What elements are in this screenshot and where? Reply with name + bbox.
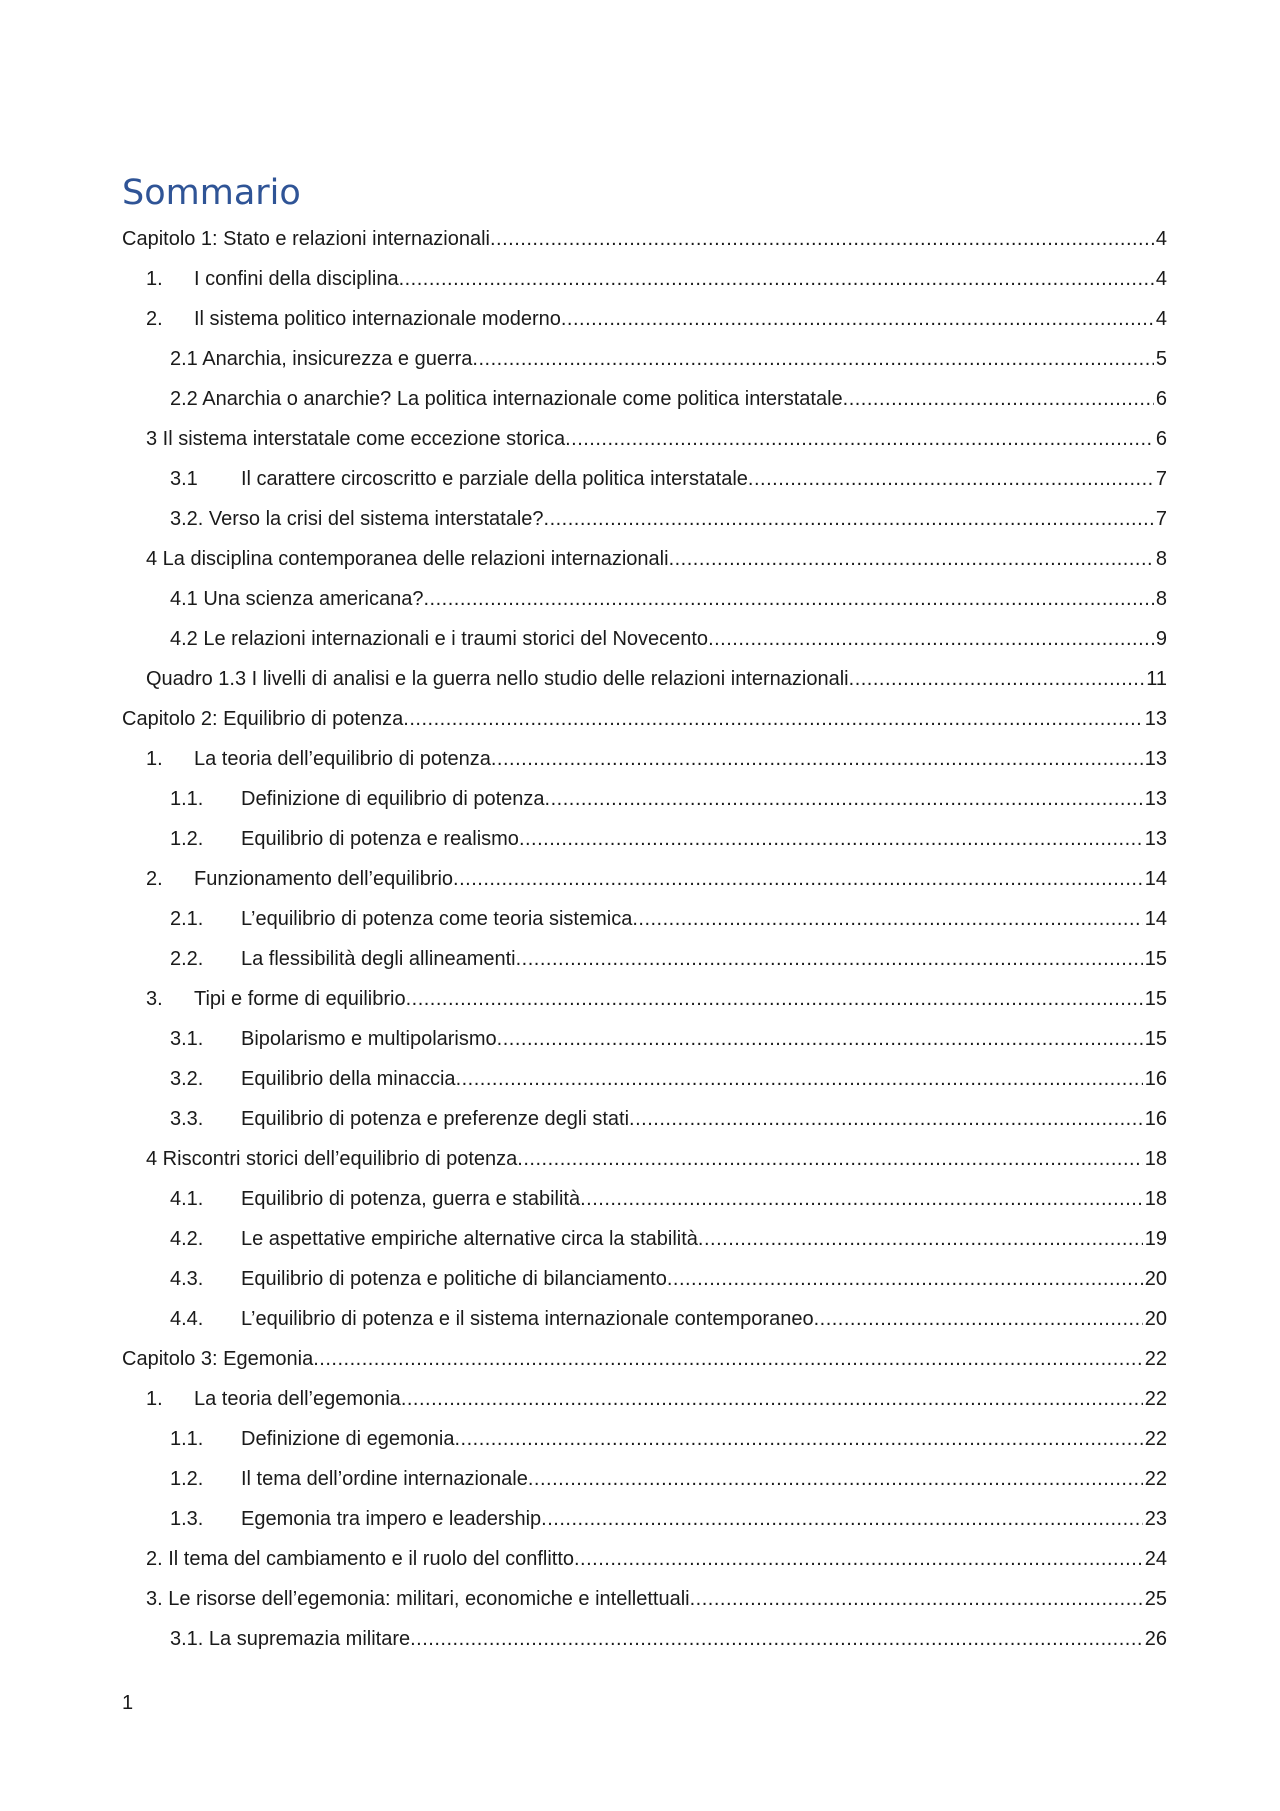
toc-entry-number: 3. bbox=[146, 988, 163, 1010]
toc-dot-leader bbox=[544, 499, 1154, 539]
toc-entry-title: Quadro 1.3 I livelli di analisi e la guerra nello studio delle relazioni internazionali bbox=[146, 668, 849, 690]
toc-entry-title: Definizione di equilibrio di potenza bbox=[241, 788, 545, 810]
toc-entry-page: 14 bbox=[1144, 908, 1167, 930]
toc-dot-leader bbox=[561, 299, 1154, 339]
toc-entry-page: 4 bbox=[1155, 308, 1167, 330]
toc-entry-page: 20 bbox=[1144, 1308, 1167, 1330]
toc-entry-page: 13 bbox=[1144, 708, 1167, 730]
toc-entry[interactable] bbox=[122, 259, 1167, 299]
toc-entry[interactable] bbox=[122, 699, 1167, 739]
toc-dot-leader bbox=[708, 619, 1154, 659]
toc-entry-title: Il tema dell’ordine internazionale bbox=[241, 1468, 528, 1490]
toc-entry-title: La teoria dell’egemonia bbox=[194, 1388, 401, 1410]
toc-dot-leader bbox=[814, 1299, 1143, 1339]
toc-entry-page: 13 bbox=[1144, 748, 1167, 770]
toc-entry-title: Funzionamento dell’equilibrio bbox=[194, 868, 454, 890]
toc-entry[interactable] bbox=[122, 1299, 1167, 1339]
toc-dot-leader bbox=[406, 979, 1143, 1019]
toc-entry-number: 1. bbox=[146, 268, 163, 290]
toc-dot-leader bbox=[669, 539, 1154, 579]
toc-entry[interactable] bbox=[122, 1419, 1167, 1459]
toc-entry-page: 22 bbox=[1144, 1388, 1167, 1410]
toc-entry-number: 1.1. bbox=[170, 1428, 204, 1450]
toc-entry-title: La flessibilità degli allineamenti bbox=[241, 948, 516, 970]
toc-entry-title: 2.2 Anarchia o anarchie? La politica internazionale come politica interstatale bbox=[170, 388, 843, 410]
toc-dot-leader bbox=[423, 579, 1153, 619]
toc-entry-number: 1. bbox=[146, 1388, 163, 1410]
toc-dot-leader bbox=[629, 1099, 1143, 1139]
toc-entry[interactable] bbox=[122, 379, 1167, 419]
toc-dot-leader bbox=[491, 739, 1143, 779]
toc-entry-title: Le aspettative empiriche alternative circa la stabilità bbox=[241, 1228, 698, 1250]
toc-entry-page: 4 bbox=[1155, 228, 1167, 250]
toc-entry-page: 8 bbox=[1155, 548, 1167, 570]
toc-entry-number: 1.1. bbox=[170, 788, 204, 810]
toc-entry-number: 4.4. bbox=[170, 1308, 204, 1330]
toc-entry[interactable] bbox=[122, 419, 1167, 459]
toc-entry-page: 4 bbox=[1155, 268, 1167, 290]
toc-entry-title: L’equilibrio di potenza come teoria sistemica bbox=[241, 908, 633, 930]
toc-title: Sommario bbox=[122, 173, 301, 213]
toc-dot-leader bbox=[519, 819, 1143, 859]
toc-entry-title: Capitolo 3: Egemonia bbox=[122, 1348, 314, 1370]
toc-entry[interactable] bbox=[122, 859, 1167, 899]
toc-entry[interactable] bbox=[122, 1379, 1167, 1419]
toc-entry-number: 2.2. bbox=[170, 948, 204, 970]
toc-entry-page: 22 bbox=[1144, 1468, 1167, 1490]
toc-entry-number: 1.2. bbox=[170, 1468, 204, 1490]
toc-entry-page: 11 bbox=[1146, 668, 1167, 690]
toc-entry-page: 14 bbox=[1144, 868, 1167, 890]
toc-entry-title: 4.1 Una scienza americana? bbox=[170, 588, 424, 610]
toc-entry-title: Egemonia tra impero e leadership bbox=[241, 1508, 542, 1530]
toc-dot-leader bbox=[456, 1059, 1143, 1099]
toc-entry-title: Equilibrio della minaccia bbox=[241, 1068, 456, 1090]
toc-entry-page: 7 bbox=[1155, 468, 1167, 490]
toc-dot-leader bbox=[516, 939, 1143, 979]
toc-entry[interactable] bbox=[122, 1179, 1167, 1219]
toc-entry-title: 4.2 Le relazioni internazionali e i traumi storici del Novecento bbox=[170, 628, 709, 650]
toc-entry-page: 20 bbox=[1144, 1268, 1167, 1290]
toc-entry-title: Definizione di egemonia bbox=[241, 1428, 455, 1450]
toc-dot-leader bbox=[667, 1259, 1143, 1299]
toc-dot-leader bbox=[472, 339, 1153, 379]
toc-entry[interactable] bbox=[122, 1339, 1167, 1379]
toc-entry-title: Capitolo 2: Equilibrio di potenza bbox=[122, 708, 404, 730]
toc-entry-page: 13 bbox=[1144, 828, 1167, 850]
toc-entry-page: 15 bbox=[1144, 1028, 1167, 1050]
toc-entry-page: 15 bbox=[1144, 948, 1167, 970]
toc-entry-title: Il sistema politico internazionale moderno bbox=[194, 308, 561, 330]
toc-entry[interactable] bbox=[122, 1019, 1167, 1059]
toc-dot-leader bbox=[580, 1179, 1143, 1219]
toc-dot-leader bbox=[517, 1139, 1142, 1179]
toc-entry-number: 2. bbox=[146, 868, 163, 890]
toc-dot-leader bbox=[490, 219, 1154, 259]
toc-entry-page: 15 bbox=[1144, 988, 1167, 1010]
toc-dot-leader bbox=[698, 1219, 1143, 1259]
toc-entry[interactable] bbox=[122, 1139, 1167, 1179]
toc-entry[interactable] bbox=[122, 899, 1167, 939]
toc-dot-leader bbox=[410, 1619, 1143, 1659]
toc-entry-page: 22 bbox=[1144, 1348, 1167, 1370]
toc-entry-page: 24 bbox=[1144, 1548, 1167, 1570]
toc-entry-number: 1.3. bbox=[170, 1508, 204, 1530]
toc-entry-page: 9 bbox=[1155, 628, 1167, 650]
toc-entry-title: 3.1. La supremazia militare bbox=[170, 1628, 411, 1650]
toc-entry[interactable] bbox=[122, 619, 1167, 659]
toc-entry-page: 16 bbox=[1144, 1108, 1167, 1130]
toc-entry-title: Equilibrio di potenza e realismo bbox=[241, 828, 519, 850]
toc-entry-page: 23 bbox=[1144, 1508, 1167, 1530]
toc-dot-leader bbox=[843, 379, 1154, 419]
toc-entry-page: 16 bbox=[1144, 1068, 1167, 1090]
toc-dot-leader bbox=[541, 1499, 1143, 1539]
toc-entry-title: 3. Le risorse dell’egemonia: militari, economiche e intellettuali bbox=[146, 1588, 690, 1610]
toc-entry[interactable] bbox=[122, 739, 1167, 779]
toc-dot-leader bbox=[528, 1459, 1143, 1499]
toc-entry-number: 4.3. bbox=[170, 1268, 204, 1290]
toc-entry-number: 3.2. bbox=[170, 1068, 204, 1090]
toc-entry-number: 1.2. bbox=[170, 828, 204, 850]
toc-entry[interactable] bbox=[122, 1059, 1167, 1099]
toc-entry-page: 6 bbox=[1155, 428, 1167, 450]
toc-entry-title: Bipolarismo e multipolarismo bbox=[241, 1028, 497, 1050]
toc-entry[interactable] bbox=[122, 1539, 1167, 1579]
toc-entry[interactable] bbox=[122, 539, 1167, 579]
page-number: 1 bbox=[122, 1692, 134, 1714]
toc-entry-number: 3.3. bbox=[170, 1108, 204, 1130]
toc-entry[interactable] bbox=[122, 819, 1167, 859]
toc-entry-page: 6 bbox=[1155, 388, 1167, 410]
toc-entry[interactable] bbox=[122, 1499, 1167, 1539]
toc-dot-leader bbox=[497, 1019, 1143, 1059]
toc-entry[interactable] bbox=[122, 939, 1167, 979]
toc-entry-page: 18 bbox=[1144, 1148, 1167, 1170]
toc-entry-title: L’equilibrio di potenza e il sistema internazionale contemporaneo bbox=[241, 1308, 814, 1330]
toc-entry-title: Il carattere circoscritto e parziale della politica interstatale bbox=[241, 468, 748, 490]
toc-entry-page: 19 bbox=[1144, 1228, 1167, 1250]
toc-entry[interactable] bbox=[122, 1259, 1167, 1299]
toc-dot-leader bbox=[574, 1539, 1143, 1579]
toc-entry-page: 5 bbox=[1155, 348, 1167, 370]
toc-entry-title: 2. Il tema del cambiamento e il ruolo del conflitto bbox=[146, 1548, 574, 1570]
toc-entry[interactable] bbox=[122, 579, 1167, 619]
toc-entry-title: Equilibrio di potenza, guerra e stabilità bbox=[241, 1188, 581, 1210]
toc-entry[interactable] bbox=[122, 1219, 1167, 1259]
toc-entry-page: 26 bbox=[1144, 1628, 1167, 1650]
toc-entry[interactable] bbox=[122, 1619, 1167, 1659]
toc-entry-title: Capitolo 1: Stato e relazioni internazionali bbox=[122, 228, 490, 250]
toc-entry-number: 2.1. bbox=[170, 908, 204, 930]
toc-dot-leader bbox=[313, 1339, 1143, 1379]
toc-dot-leader bbox=[545, 779, 1143, 819]
toc-entry-title: Equilibrio di potenza e preferenze degli stati bbox=[241, 1108, 630, 1130]
toc-dot-leader bbox=[849, 659, 1145, 699]
toc-entry-number: 1. bbox=[146, 748, 163, 770]
toc-entry-title: 3 Il sistema interstatale come eccezione storica bbox=[146, 428, 566, 450]
toc-entry-page: 7 bbox=[1155, 508, 1167, 530]
toc-entry-title: La teoria dell’equilibrio di potenza bbox=[194, 748, 491, 770]
toc-entry[interactable] bbox=[122, 459, 1167, 499]
toc-dot-leader bbox=[401, 1379, 1143, 1419]
toc-entry[interactable] bbox=[122, 979, 1167, 1019]
toc-dot-leader bbox=[632, 899, 1142, 939]
toc-dot-leader bbox=[565, 419, 1154, 459]
toc-entry-title: Equilibrio di potenza e politiche di bilanciamento bbox=[241, 1268, 667, 1290]
toc-entry-page: 18 bbox=[1144, 1188, 1167, 1210]
toc-entry-title: 4 La disciplina contemporanea delle relazioni internazionali bbox=[146, 548, 669, 570]
toc-entry[interactable] bbox=[122, 1099, 1167, 1139]
toc-entry-page: 22 bbox=[1144, 1428, 1167, 1450]
toc-dot-leader bbox=[748, 459, 1154, 499]
toc-dot-leader bbox=[453, 859, 1143, 899]
toc-entry-title: 2.1 Anarchia, insicurezza e guerra bbox=[170, 348, 473, 370]
toc-dot-leader bbox=[690, 1579, 1143, 1619]
toc-entry[interactable] bbox=[122, 499, 1167, 539]
toc-entry[interactable] bbox=[122, 659, 1167, 699]
toc-entry-title: 3.2. Verso la crisi del sistema interstatale? bbox=[170, 508, 544, 530]
toc-entry-number: 3.1. bbox=[170, 1028, 204, 1050]
toc-entry[interactable] bbox=[122, 1579, 1167, 1619]
table-of-contents bbox=[122, 219, 1167, 1659]
toc-entry-page: 8 bbox=[1155, 588, 1167, 610]
toc-entry-page: 13 bbox=[1144, 788, 1167, 810]
toc-dot-leader bbox=[399, 259, 1154, 299]
toc-entry-number: 4.2. bbox=[170, 1228, 204, 1250]
toc-entry-page: 25 bbox=[1144, 1588, 1167, 1610]
toc-entry-number: 4.1. bbox=[170, 1188, 204, 1210]
toc-entry-number: 3.1 bbox=[170, 468, 198, 490]
toc-entry[interactable] bbox=[122, 779, 1167, 819]
toc-entry[interactable] bbox=[122, 219, 1167, 259]
toc-dot-leader bbox=[403, 699, 1142, 739]
toc-entry[interactable] bbox=[122, 339, 1167, 379]
toc-entry[interactable] bbox=[122, 299, 1167, 339]
toc-entry-title: Tipi e forme di equilibrio bbox=[194, 988, 406, 1010]
toc-entry-number: 2. bbox=[146, 308, 163, 330]
toc-entry-title: 4 Riscontri storici dell’equilibrio di potenza bbox=[146, 1148, 518, 1170]
toc-dot-leader bbox=[454, 1419, 1142, 1459]
toc-entry-title: I confini della disciplina bbox=[194, 268, 399, 290]
toc-entry[interactable] bbox=[122, 1459, 1167, 1499]
